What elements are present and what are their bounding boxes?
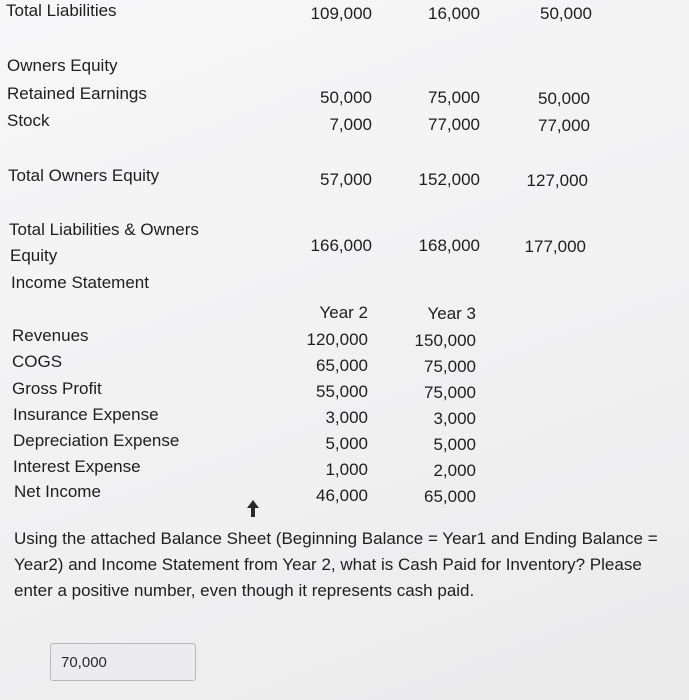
net-income-label: Net Income — [14, 482, 101, 501]
interest-expense-year3: 2,000 — [433, 461, 476, 480]
total-liabilities-owners-equity-year1: 166,000 — [310, 236, 372, 255]
gross-profit-year2: 55,000 — [316, 382, 368, 401]
retained-earnings-label: Retained Earnings — [7, 84, 147, 103]
total-liabilities-year3: 50,000 — [540, 4, 592, 23]
retained-earnings-year2: 75,000 — [428, 88, 480, 107]
revenues-label: Revenues — [12, 326, 89, 345]
total-owners-equity-year2: 152,000 — [418, 170, 480, 189]
total-liabilities-year1: 109,000 — [310, 4, 372, 23]
gross-profit-label: Gross Profit — [12, 379, 102, 398]
stock-year3: 77,000 — [538, 116, 590, 135]
net-income-year3: 65,000 — [424, 487, 476, 506]
total-liabilities-owners-equity-year2: 168,000 — [418, 236, 480, 255]
depreciation-expense-year3: 5,000 — [433, 435, 476, 454]
revenues-year2: 120,000 — [306, 330, 368, 349]
owners-equity-heading: Owners Equity — [7, 56, 118, 75]
stock-year1: 7,000 — [329, 115, 372, 134]
stock-year2: 77,000 — [428, 115, 480, 134]
revenues-year3: 150,000 — [414, 331, 476, 350]
interest-expense-label: Interest Expense — [13, 457, 141, 476]
insurance-expense-year2: 3,000 — [325, 408, 368, 427]
total-owners-equity-year3: 127,000 — [526, 171, 588, 190]
total-liabilities-year2: 16,000 — [428, 4, 480, 23]
income-statement-heading: Income Statement — [11, 273, 149, 292]
cogs-year3: 75,000 — [424, 357, 476, 376]
income-column-year3: Year 3 — [427, 304, 476, 323]
retained-earnings-year3: 50,000 — [538, 89, 590, 108]
cogs-label: COGS — [12, 352, 63, 371]
stock-label: Stock — [7, 111, 50, 130]
total-owners-equity-label: Total Owners Equity — [8, 166, 160, 185]
total-owners-equity-year1: 57,000 — [320, 170, 372, 189]
total-liabilities-owners-equity-label-line1: Total Liabilities & Owners — [9, 220, 199, 239]
answer-input[interactable]: 70,000 — [50, 643, 196, 681]
cogs-year2: 65,000 — [316, 356, 368, 375]
depreciation-expense-label: Depreciation Expense — [13, 431, 180, 450]
total-liabilities-owners-equity-label-line2: Equity — [10, 246, 58, 265]
income-column-year2: Year 2 — [319, 303, 368, 322]
total-liabilities-label: Total Liabilities — [6, 1, 117, 20]
gross-profit-year3: 75,000 — [424, 383, 476, 402]
insurance-expense-label: Insurance Expense — [13, 405, 159, 424]
retained-earnings-year1: 50,000 — [320, 88, 372, 107]
depreciation-expense-year2: 5,000 — [325, 434, 368, 453]
net-income-year2: 46,000 — [316, 486, 368, 505]
total-liabilities-owners-equity-year3: 177,000 — [524, 237, 586, 256]
question-text: Using the attached Balance Sheet (Beginning Balance = Year1 and Ending Balance = Year2) and Income Statement from Year 2, what is Cash Paid for Inventory? Please enter a positive number, even though it represents cash paid. — [14, 529, 658, 600]
mouse-pointer-icon — [246, 499, 260, 519]
interest-expense-year2: 1,000 — [325, 460, 368, 479]
insurance-expense-year3: 3,000 — [433, 409, 476, 428]
